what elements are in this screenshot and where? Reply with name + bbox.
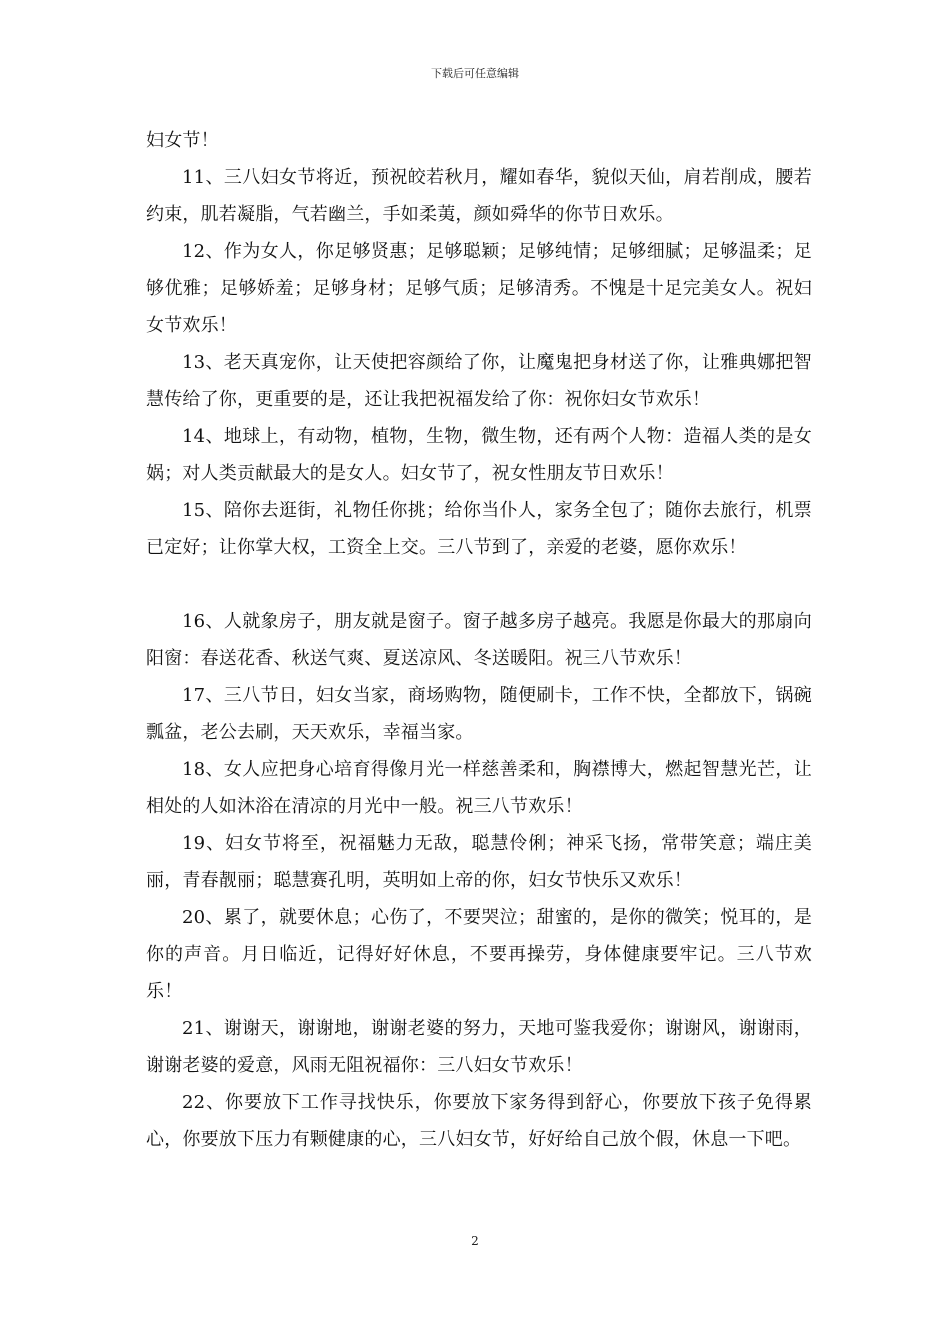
paragraph-14: 14、地球上，有动物，植物，生物，微生物，还有两个人物：造福人类的是女娲；对人类贡献最大的是女人。妇女节了，祝女性朋友节日欢乐！ [146,426,812,484]
paragraph-15: 15、陪你去逛街，礼物任你挑；给你当仆人，家务全包了；随你去旅行，机票已定好；让你掌大权，工资全上交。三八节到了，亲爱的老婆，愿你欢乐！ [146,500,812,558]
paragraph-11: 11、三八妇女节将近，预祝皎若秋月，耀如春华，貌似天仙，肩若削成，腰若约束，肌若凝脂，气若幽兰，手如柔荑，颜如舜华的你节日欢乐。 [146,167,812,225]
paragraph-21: 21、谢谢天，谢谢地，谢谢老婆的努力，天地可鉴我爱你；谢谢风，谢谢雨，谢谢老婆的爱意，风雨无阻祝福你：三八妇女节欢乐！ [146,1018,812,1076]
page-header: 下载后可任意编辑 [431,67,519,80]
paragraph-20: 20、累了，就要休息；心伤了，不要哭泣；甜蜜的，是你的微笑；悦耳的，是你的声音。月日临近，记得好好休息，不要再操劳，身体健康要牢记。三八节欢乐！ [146,907,812,1002]
blank-line [146,566,812,603]
paragraph-12: 12、作为女人，你足够贤惠；足够聪颖；足够纯情；足够细腻；足够温柔；足够优雅；足够娇羞；足够身材；足够气质；足够清秀。不愧是十足完美女人。祝妇女节欢乐！ [146,241,812,336]
paragraph-17: 17、三八节日，妇女当家，商场购物，随便刷卡，工作不快，全都放下，锅碗瓢盆，老公去刷，天天欢乐，幸福当家。 [146,685,812,743]
paragraph-16: 16、人就象房子，朋友就是窗子。窗子越多房子越亮。我愿是你最大的那扇向阳窗：春送花香、秋送气爽、夏送凉风、冬送暖阳。祝三八节欢乐！ [146,611,812,669]
paragraph-18: 18、女人应把身心培育得像月光一样慈善柔和，胸襟博大，燃起智慧光芒，让相处的人如沐浴在清凉的月光中一般。祝三八节欢乐！ [146,759,812,817]
paragraph-22: 22、你要放下工作寻找快乐，你要放下家务得到舒心，你要放下孩子免得累心，你要放下压力有颗健康的心，三八妇女节，好好给自己放个假，休息一下吧。 [146,1092,812,1150]
paragraph-19: 19、妇女节将至，祝福魅力无敌，聪慧伶俐；神采飞扬，常带笑意；端庄美丽，青春靓丽；聪慧赛孔明，英明如上帝的你，妇女节快乐又欢乐！ [146,833,812,891]
paragraph-continuation: 妇女节！ [146,130,219,151]
paragraph-13: 13、老天真宠你，让天使把容颜给了你，让魔鬼把身材送了你，让雅典娜把智慧传给了你，更重要的是，还让我把祝福发给了你：祝你妇女节欢乐！ [146,352,812,410]
document-body [146,122,812,1158]
page-number: 2 [471,1234,479,1248]
